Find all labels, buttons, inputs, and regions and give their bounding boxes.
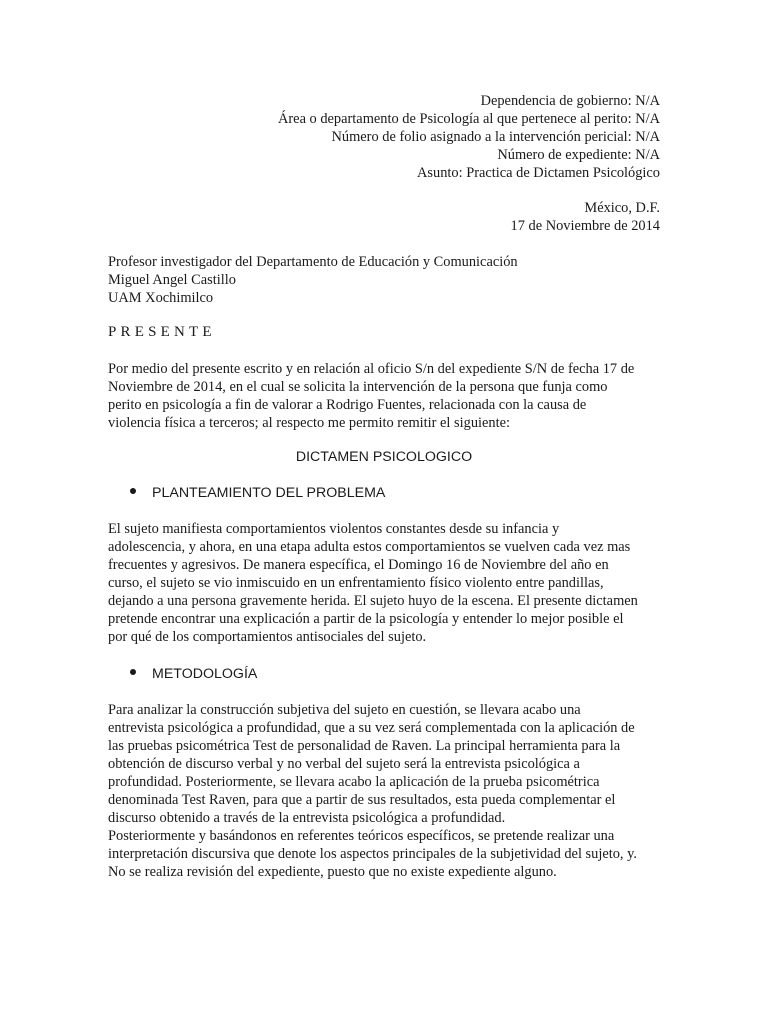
paragraph-line: profundidad. Posteriormente, se llevara acabo la aplicación de la prueba psicométrica [108,774,600,790]
header-line-folio: Número de folio asignado a la intervención pericial: N/A [331,129,660,145]
paragraph-line: entrevista psicológica a profundidad, que a su vez será complementada con la aplicación de [108,720,635,736]
section-heading-text: PLANTEAMIENTO DEL PROBLEMA [152,485,386,501]
paragraph-line: dejando a una persona gravemente herida. El sujeto huyo de la escena. El presente dictamen [108,593,638,609]
section-heading-text: METODOLOGÍA [152,666,258,682]
date-block [511,199,660,235]
addressee-title: Profesor investigador del Departamento de Educación y Comunicación [108,254,518,270]
addressee-institution: UAM Xochimilco [108,290,214,306]
intro-paragraph [108,360,664,432]
bullet-icon [130,488,136,494]
dictamen-title: DICTAMEN PSICOLOGICO [295,449,473,465]
method-paragraph [108,701,664,881]
place-text: México, D.F. [584,200,660,216]
paragraph-line: curso, el sujeto se vio inmiscuido en un enfrentamiento físico violento entre pandillas, [108,575,604,591]
date-text: 17 de Noviembre de 2014 [510,218,660,234]
paragraph-line: interpretación discursiva que denote los aspectos principales de la subjetividad del sujeto, y. [108,846,637,862]
paragraph-line: discurso obtenido a través de la entrevista psicológica a profundidad. [108,810,506,826]
paragraph-line: adolescencia, y ahora, en una etapa adulta estos comportamientos se vuelven cada vez mas [108,539,631,555]
paragraph-line: violencia física a terceros; al respecto me permito remitir el siguiente: [108,415,510,431]
paragraph-line: No se realiza revisión del expediente, puesto que no existe expediente alguno. [108,864,557,880]
section-heading-method [130,665,257,683]
paragraph-line: obtención de discurso verbal y no verbal del sujeto será la entrevista psicológica a [108,756,580,772]
paragraph-line: denominada Test Raven, para que a partir de sus resultados, esta pueda complementar el [108,792,616,808]
header-info-block [278,92,660,182]
presente-heading: PRESENTE [108,324,216,340]
problem-paragraph [108,520,664,646]
paragraph-line: Noviembre de 2014, en el cual se solicita la intervención de la persona que funja como [108,379,608,395]
paragraph-line: Por medio del presente escrito y en relación al oficio S/n del expediente S/N de fecha 17 de [108,361,635,377]
header-line-department: Área o departamento de Psicología al que pertenece al perito: N/A [278,111,660,127]
paragraph-line: Posteriormente y basándonos en referentes teóricos específicos, se pretende realizar una [108,828,615,844]
header-line-expediente: Número de expediente: N/A [497,147,660,163]
bullet-icon [130,669,136,675]
paragraph-line: las pruebas psicométrica Test de personalidad de Raven. La principal herramienta para la [108,738,621,754]
paragraph-line: pretende encontrar una explicación a partir de la psicología y entender lo mejor posible el [108,611,624,627]
paragraph-line: perito en psicología a fin de valorar a Rodrigo Fuentes, relacionada con la causa de [108,397,587,413]
header-line-government: Dependencia de gobierno: N/A [480,93,660,109]
paragraph-line: El sujeto manifiesta comportamientos violentos constantes desde su infancia y [108,521,560,537]
header-line-asunto: Asunto: Practica de Dictamen Psicológico [417,165,660,181]
paragraph-line: por qué de los comportamientos antisociales del sujeto. [108,629,427,645]
paragraph-line: Para analizar la construcción subjetiva del sujeto en cuestión, se llevara acabo una [108,702,581,718]
addressee-block [108,253,518,307]
paragraph-line: frecuentes y agresivos. De manera específica, el Domingo 16 de Noviembre del año en [108,557,609,573]
section-heading-problem [130,484,385,502]
addressee-name: Miguel Angel Castillo [108,272,236,288]
